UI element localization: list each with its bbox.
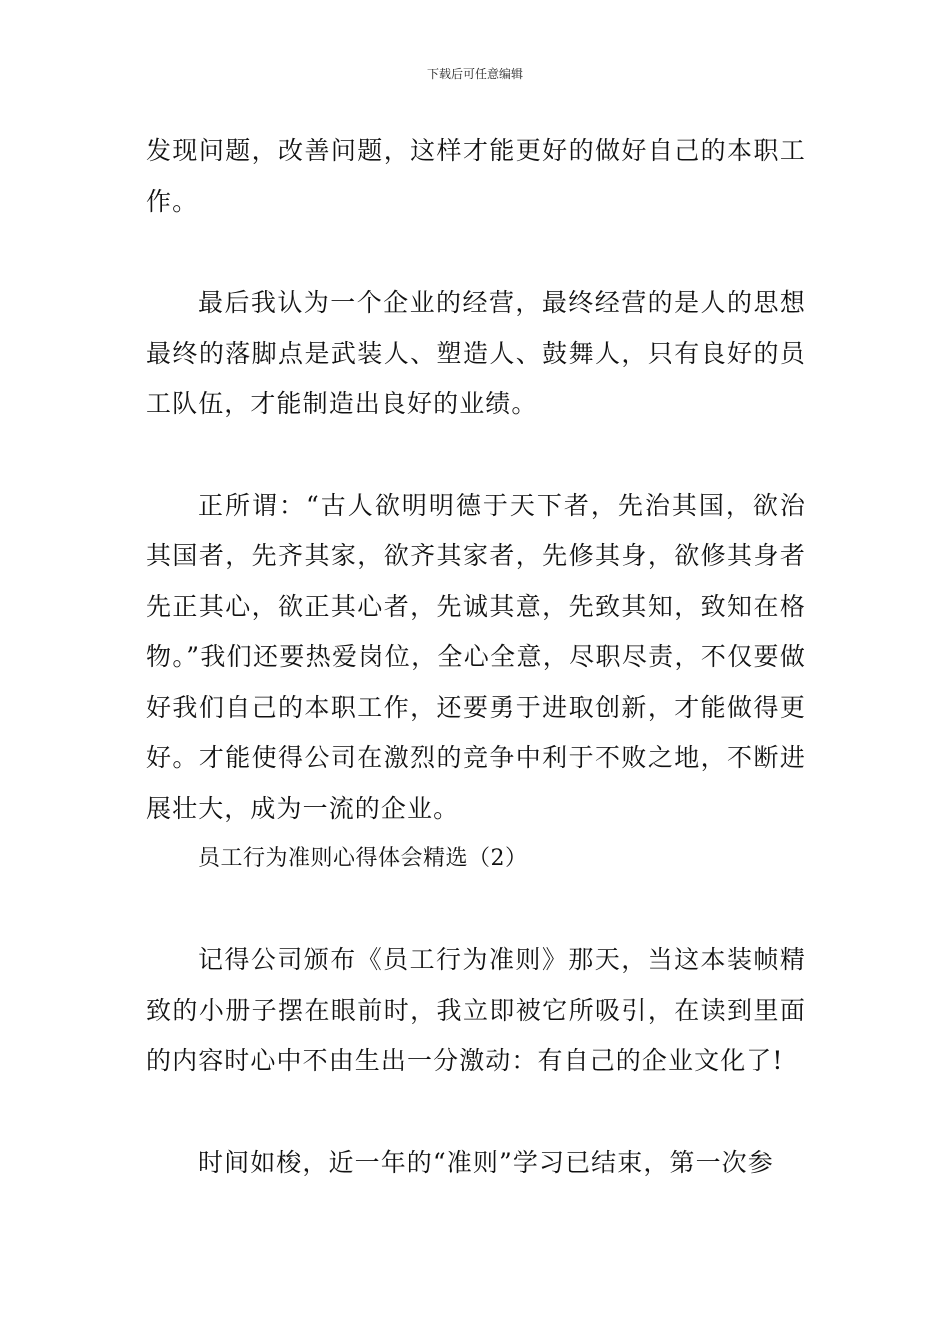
- paragraph-continued: 发现问题，改善问题，这样才能更好的做好自己的本职工作。: [146, 136, 806, 216]
- paragraph-enterprise-management: 最后我认为一个企业的经营，最终经营的是人的思想最终的落脚点是武装人、塑造人、鼓舞人，只有良好的员工队伍，才能制造出良好的业绩。: [146, 288, 806, 418]
- paragraph-code-of-conduct: 记得公司颁布《员工行为准则》那天，当这本装帧精致的小册子摆在眼前时，我立即被它所吸引，在读到里面的内容时心中不由生出一分激动：有自己的企业文化了!: [146, 945, 806, 1075]
- section-heading: 员工行为准则心得体会精选（2）: [198, 846, 528, 871]
- document-body: [146, 126, 806, 1188]
- paragraph-quotation: 正所谓：“古人欲明明德于天下者，先治其国，欲治其国者，先齐其家，欲齐其家者，先修其身，欲修其身者先正其心，欲正其心者，先诚其意，先致其知，致知在格物。”我们还要热爱岗位，全心全意，尽职尽责，不仅要做好我们自己的本职工作，还要勇于进取创新，才能做得更好。才能使得公司在激烈的竞争中利于不败之地，不断进展壮大，成为一流的企业。: [146, 490, 806, 823]
- paragraph-time-flies: 时间如梭，近一年的“准则”学习已结束，第一次参: [198, 1147, 774, 1177]
- page-header: 下载后可任意编辑: [426, 67, 523, 81]
